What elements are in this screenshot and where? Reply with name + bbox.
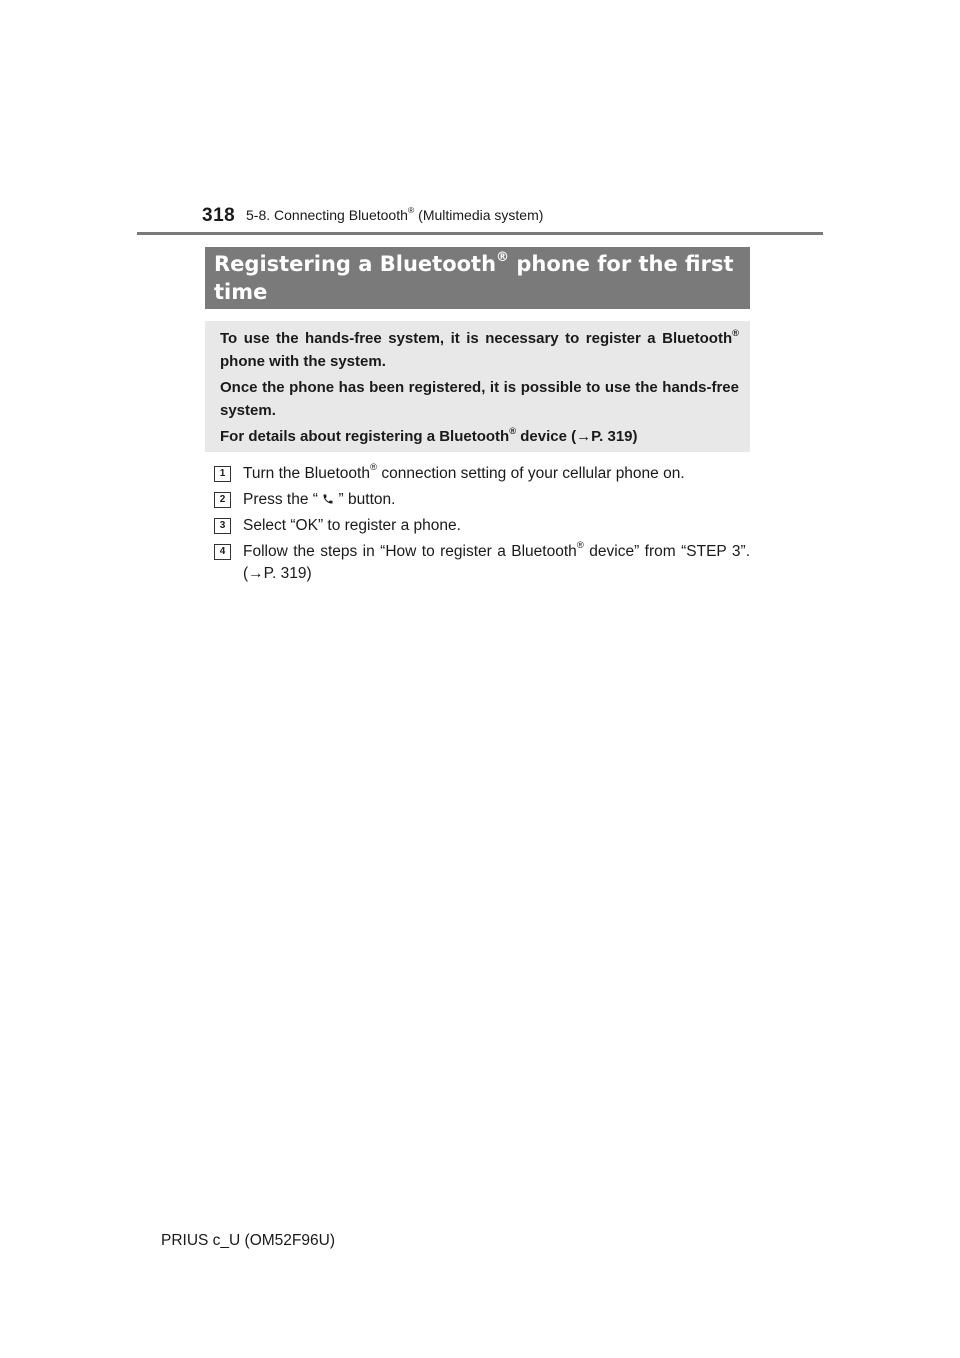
section-heading: Registering a Bluetooth® phone for the first time — [205, 247, 750, 309]
step-item — [214, 489, 750, 511]
intro-box — [205, 321, 750, 452]
step-number: 1 — [214, 466, 231, 482]
step-number: 4 — [214, 544, 231, 560]
intro-paragraph: To use the hands-free system, it is necessary to register a Bluetooth® phone with the system. — [220, 327, 739, 370]
intro-paragraph: Once the phone has been registered, it is possible to use the hands-free system. — [220, 379, 739, 419]
step-item — [214, 515, 750, 537]
step-list — [214, 463, 750, 589]
step-number: 2 — [214, 492, 231, 508]
footer-model: PRIUS c_U (OM52F96U) — [161, 1232, 335, 1249]
phone-icon — [322, 493, 334, 505]
page-number: 318 — [202, 205, 236, 226]
step-text: Turn the Bluetooth® connection setting of your cellular phone on. — [243, 462, 685, 482]
step-number: 3 — [214, 518, 231, 534]
header-rule — [137, 232, 823, 235]
step-text: Follow the steps in “How to register a Bluetooth® device” from “STEP 3”. (→P. 319) — [243, 540, 750, 582]
step-text: Press the “ ” button. — [243, 491, 396, 508]
arrow-icon: → — [576, 428, 592, 445]
arrow-icon: → — [248, 565, 264, 582]
step-text: Select “OK” to register a phone. — [243, 517, 461, 534]
step-item — [214, 541, 750, 585]
section-label: 5-8. Connecting Bluetooth® (Multimedia system) — [246, 205, 544, 223]
step-item — [214, 463, 750, 485]
intro-paragraph: For details about registering a Bluetooth® device (→P. 319) — [220, 425, 638, 445]
